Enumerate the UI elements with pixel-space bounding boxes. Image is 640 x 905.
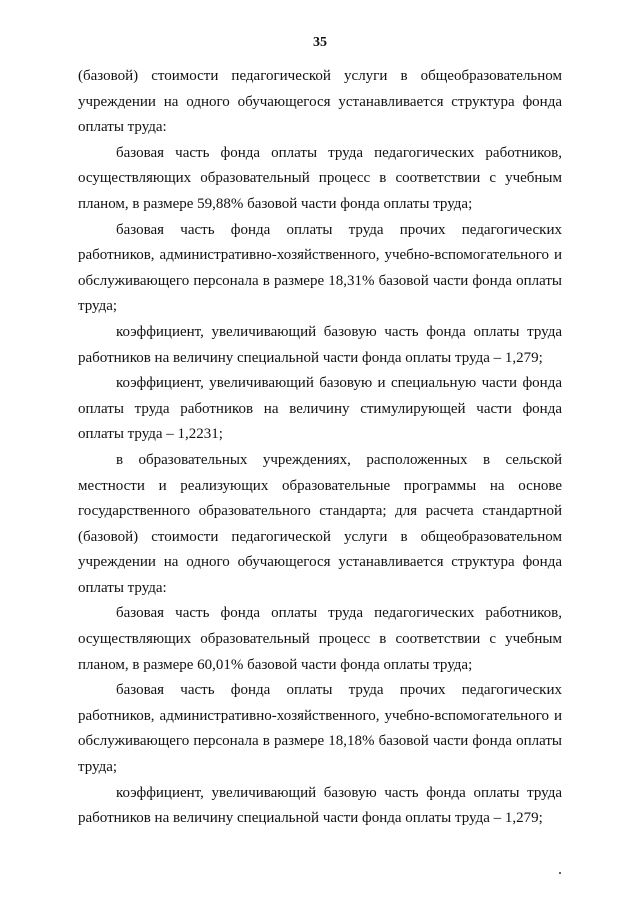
paragraph-4: коэффициент, увеличивающий базовую часть фонда оплаты труда работников на величину специальной части фонда оплаты труда – 1,279; <box>78 323 562 366</box>
paragraph-3: базовая часть фонда оплаты труда прочих педагогических работников, административно-хозяйственного, учебно-вспомогательного и обслуживающего персонала в размере 18,31% базовой части фонда оплаты труда; <box>78 221 562 315</box>
paragraph-1: (базовой) стоимости педагогической услуги в общеобразовательном учреждении на одного обучающегося устанавливается структура фонда оплаты труда: <box>78 68 562 136</box>
scan-dot-mark <box>559 872 561 874</box>
paragraph-5: коэффициент, увеличивающий базовую и специальную части фонда оплаты труда работников на величину стимулирующей части фонда оплаты труда – 1,2231; <box>78 375 562 443</box>
paragraph-6: в образовательных учреждениях, расположенных в сельской местности и реализующих образовательные программы на основе государственного образовательного стандарта; для расчета стандартной (базовой) стоимости педагогической услуги в общеобразовательном учреждении на одного обучающегося устанавливается структура фонда оплаты труда: <box>78 451 562 596</box>
body-text <box>78 64 562 832</box>
page-number: 35 <box>313 35 327 50</box>
paragraph-7: базовая часть фонда оплаты труда педагогических работников, осуществляющих образовательный процесс в соответствии с учебным планом, в размере 60,01% базовой части фонда оплаты труда; <box>78 605 562 673</box>
paragraph-8: базовая часть фонда оплаты труда прочих педагогических работников, административно-хозяйственного, учебно-вспомогательного и обслуживающего персонала в размере 18,18% базовой части фонда оплаты труда; <box>78 682 562 776</box>
paragraph-9: коэффициент, увеличивающий базовую часть фонда оплаты труда работников на величину специальной части фонда оплаты труда – 1,279; <box>78 784 562 827</box>
paragraph-2: базовая часть фонда оплаты труда педагогических работников, осуществляющих образовательный процесс в соответствии с учебным планом, в размере 59,88% базовой части фонда оплаты труда; <box>78 144 562 212</box>
